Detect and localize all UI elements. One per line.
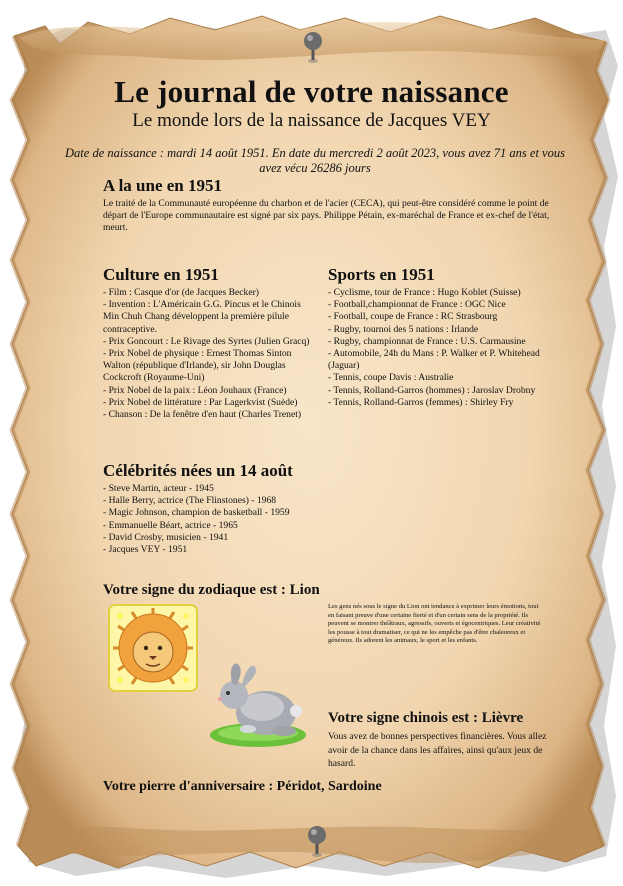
list-item: - Tennis, Rolland-Garros (femmes) : Shirley Fry <box>328 396 514 408</box>
list-item: - Tennis, coupe Davis : Australie <box>328 372 454 384</box>
pin-bottom-icon <box>302 824 332 858</box>
pin-top-icon <box>298 30 328 64</box>
chinese-text: Vous avez de bonnes perspectives financières. Vous allez avoir de la chance dans les affaires, ainsi qu'aux jeux de hasard. <box>328 731 547 769</box>
list-item: - Halle Berry, actrice (The Flinstones) - 1968 <box>103 495 277 507</box>
list-item: - David Crosby, musicien - 1941 <box>103 531 229 543</box>
list-item: - Football,championnat de France : OGC Nice <box>328 299 506 311</box>
culture-section <box>103 265 316 421</box>
list-item: - Invention : L'Américain G.G. Pincus et le Chinois Min Chuh Chang développent la première pilule contraceptive. <box>103 299 301 335</box>
list-item: - Prix Nobel de physique : Ernest Thomas Sinton Walton (république d'Irlande), sir John Douglas Cockcroft (Royaume-Uni) <box>103 348 292 384</box>
chinese-section <box>328 710 548 771</box>
zodiac-text: Les gens nés sous le signe du Lion ont tendance à exprimer leurs émotions, tout en faisant preuve d'une certaine fierté et d'un certain sens de la propriété. Ils peuvent se montrer théâtraux, agressifs, ouverts et égocentriques. Leur créativité les pousse à tout dramatiser, ce qui ne les empêche pas d'être chaleureux et généreux. Ils adorent les animaux, le sport et les enfants. <box>328 603 541 645</box>
list-item: - Emmanuelle Béart, actrice - 1965 <box>103 519 238 531</box>
zodiac-heading: Votre signe du zodiaque est : Lion <box>103 582 320 598</box>
headline-heading: A la une en 1951 <box>103 176 223 195</box>
list-item: - Film : Casque d'or (de Jacques Becker) <box>103 287 259 298</box>
sports-section <box>328 265 540 409</box>
lion-icon <box>108 604 198 692</box>
birthstone-heading: Votre pierre d'anniversaire : Péridot, Sardoine <box>103 779 382 794</box>
page-subtitle: Le monde lors de la naissance de Jacques VEY <box>132 110 491 131</box>
list-item: - Rugby, tournoi des 5 nations : Irlande <box>328 323 479 335</box>
headline-text: Le traité de la Communauté européenne du charbon et de l'acier (CECA), qui peut-être considéré comme le point de départ de l'Europe communautaire est signé par six pays. Philippe Pétain, ex-maréchal de France et ex-chef de l'état, meurt. <box>103 198 550 234</box>
list-item: - Football, coupe de France : RC Strasbourg <box>328 311 498 323</box>
list-item: - Cyclisme, tour de France : Hugo Koblet (Suisse) <box>328 287 521 298</box>
celebrities-list <box>103 483 403 556</box>
chinese-heading: Votre signe chinois est : Lièvre <box>328 710 524 726</box>
list-item: - Chanson : De la fenêtre d'en haut (Charles Trenet) <box>103 409 302 421</box>
celebrities-heading: Célébrités nées un 14 août <box>103 461 293 480</box>
list-item: - Magic Johnson, champion de basketball - 1959 <box>103 507 290 519</box>
list-item: - Prix Nobel de la paix : Léon Jouhaux (France) <box>103 384 287 396</box>
sports-heading: Sports en 1951 <box>328 265 435 284</box>
list-item: - Steve Martin, acteur - 1945 <box>103 483 214 494</box>
list-item: - Jacques VEY - 1951 <box>103 544 188 556</box>
culture-list <box>103 287 316 421</box>
sports-list <box>328 287 540 409</box>
celebrities-section <box>103 461 403 556</box>
list-item: - Automobile, 24h du Mans : P. Walker et P. Whitehead (Jaguar) <box>328 348 540 372</box>
list-item: - Prix Goncourt : Le Rivage des Syrtes (Julien Gracq) <box>103 335 310 347</box>
rabbit-icon <box>206 655 310 749</box>
list-item: - Rugby, championnat de France : U.S. Carmausine <box>328 335 526 347</box>
list-item: - Prix Nobel de littérature : Par Lagerkvist (Suède) <box>103 396 298 408</box>
birth-info: Date de naissance : mardi 14 août 1951. En date du mercredi 2 août 2023, vous avez 71 ans et vous avez vécu 26286 jours <box>65 146 565 175</box>
page-title: Le journal de votre naissance <box>114 74 509 109</box>
list-item: - Tennis, Rolland-Garros (hommes) : Jaroslav Drobny <box>328 384 536 396</box>
headline-section <box>103 176 553 235</box>
culture-heading: Culture en 1951 <box>103 265 219 284</box>
